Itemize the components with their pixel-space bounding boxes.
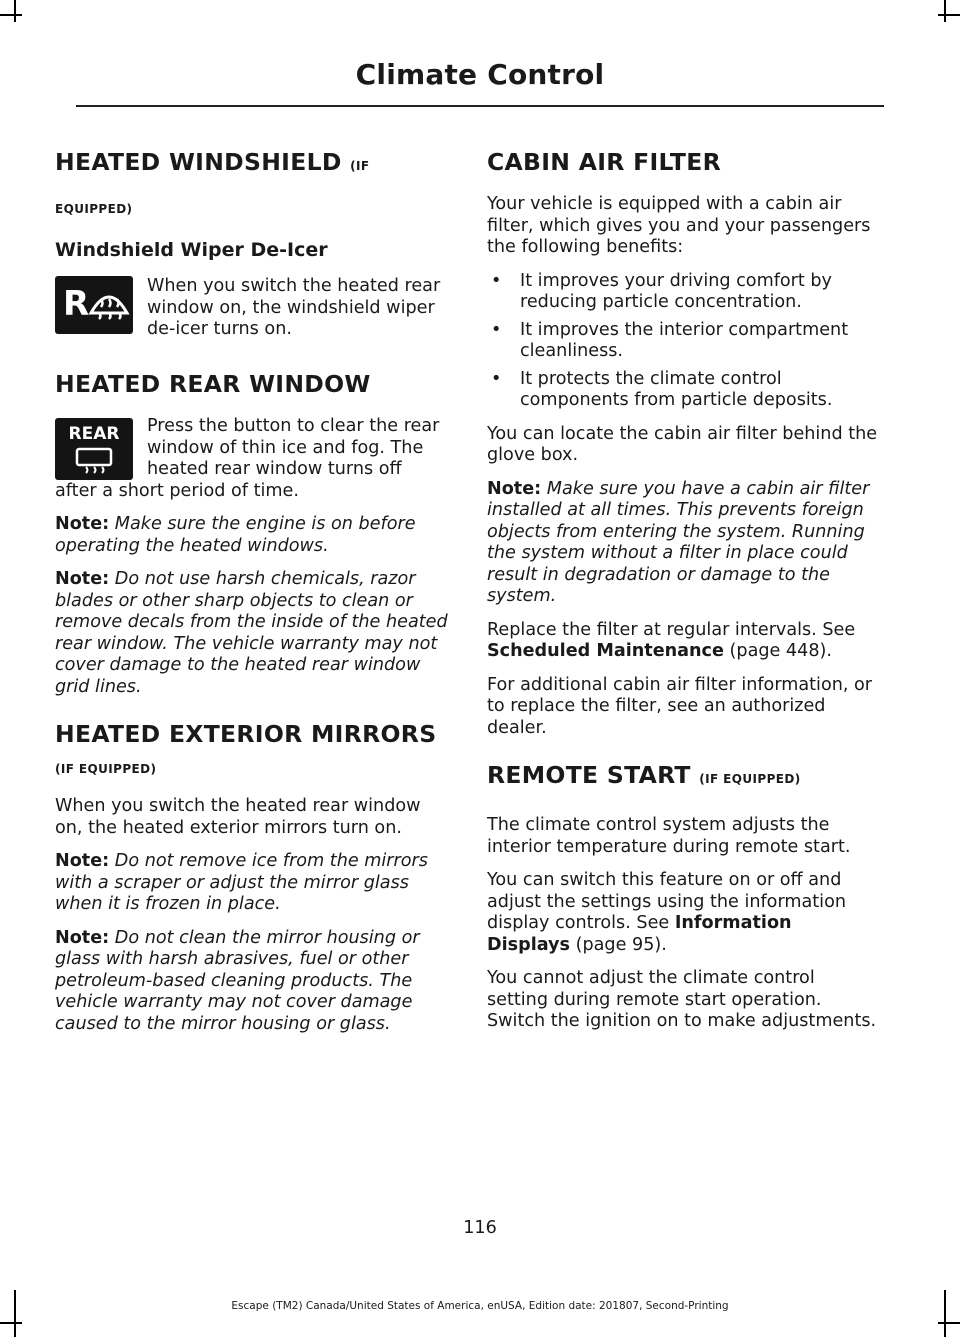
note-label: Note:: [55, 569, 110, 589]
heated-windshield-icon: [55, 276, 133, 334]
heated-mirrors-text: When you switch the heated rear window on, the heated exterior mirrors turn on.: [55, 796, 421, 838]
crop-mark: [0, 1322, 22, 1324]
heading-suffix: (IF: [350, 159, 370, 173]
replace-text: Replace the filter at regular intervals. See: [487, 619, 856, 640]
cabin-filter-benefits: [487, 271, 880, 412]
crop-mark: [14, 1290, 16, 1337]
rear-window-note-1: [55, 514, 448, 557]
crop-mark: [14, 0, 16, 22]
section-heading-heated-mirrors: HEATED EXTERIOR MIRRORS: [55, 720, 437, 748]
heated-mirrors-note-1: [55, 851, 448, 916]
wiper-de-icer-text: When you switch the heated rear window on, the windshield wiper de-icer turns on.: [147, 276, 441, 339]
remote-start-p1: The climate control system adjusts the interior temperature during remote start.: [487, 815, 851, 857]
cabin-filter-replace: [487, 620, 880, 663]
rear-window-note-2: [55, 569, 448, 698]
heated-mirrors-note-2: [55, 928, 448, 1036]
section-heading-heated-windshield: [55, 148, 448, 180]
cabin-filter-locate: You can locate the cabin air filter behind the glove box.: [487, 423, 878, 465]
page-reference: (page 448).: [729, 641, 832, 661]
note-text: Do not remove ice from the mirrors with a scraper or adjust the mirror glass when it is frozen in place.: [55, 851, 428, 914]
right-column: [487, 140, 880, 1045]
cabin-filter-note: [487, 479, 880, 608]
equipped-label: EQUIPPED): [55, 202, 133, 216]
page-title: Climate Control: [355, 58, 605, 91]
equipped-label: (IF EQUIPPED): [55, 762, 157, 776]
icon-label: REAR: [68, 424, 120, 444]
heading-suffix: (IF EQUIPPED): [699, 772, 801, 786]
heading-text: HEATED WINDSHIELD: [55, 148, 342, 176]
footer-edition: Escape (TM2) Canada/United States of America, enUSA, Edition date: 201807, Second-Printing: [231, 1300, 729, 1312]
note-label: Note:: [487, 478, 542, 499]
note-text: Make sure the engine is on before operating the heated windows.: [55, 514, 416, 556]
page-reference: (page 95).: [575, 934, 667, 955]
section-heading-cabin-air-filter: CABIN AIR FILTER: [487, 148, 722, 176]
note-label: Note:: [55, 514, 110, 534]
crop-mark: [938, 14, 960, 16]
section-heading-heated-rear-window: HEATED REAR WINDOW: [55, 370, 371, 398]
list-item: • It improves the interior compartment cleanliness.: [487, 320, 880, 363]
rear-window-text: Press the button to clear the rear window of thin ice and fog. The heated rear window turns off after a short period of time.: [55, 416, 440, 501]
crop-mark: [944, 1290, 946, 1337]
icon-letter: R: [63, 284, 90, 324]
note-text: Do not use harsh chemicals, razor blades or other sharp objects to clean or remove decals from the inside of the heated rear window. The vehicle warranty may not cover damage to the heated rear window grid lines.: [55, 569, 448, 697]
crop-mark: [944, 0, 946, 22]
cabin-filter-intro: Your vehicle is equipped with a cabin air filter, which gives you and your passengers the following benefits:: [487, 194, 871, 257]
wiper-de-icer-block: [55, 276, 448, 354]
crop-mark: [0, 14, 22, 16]
remote-start-p2-text: You can switch this feature on or off and adjust the settings using the information display controls. See: [487, 870, 846, 933]
subheading-wiper-de-icer: Windshield Wiper De-Icer: [55, 239, 328, 261]
note-label: Note:: [55, 851, 110, 871]
page-number: 116: [463, 1218, 497, 1238]
note-text: Make sure you have a cabin air filter installed at all times. This prevents foreign objects from entering the system. Running the system without a filter in place could result in degradation or damage to the system.: [487, 478, 870, 606]
section-heading-remote-start: [487, 761, 880, 793]
scheduled-maintenance-link[interactable]: Scheduled Maintenance: [487, 641, 724, 661]
note-label: Note:: [55, 927, 110, 948]
remote-start-p2: [487, 870, 880, 956]
cabin-filter-additional: For additional cabin air filter information, or to replace the filter, see an authorized dealer.: [487, 674, 873, 738]
remote-start-p3: You cannot adjust the climate control setting during remote start operation. Switch the ignition on to make adjustments.: [487, 968, 877, 1031]
list-item: • It improves your driving comfort by reducing particle concentration.: [487, 271, 880, 314]
information-displays-link[interactable]: Information Displays: [487, 913, 792, 955]
heading-text: REMOTE START: [487, 761, 691, 789]
crop-mark: [938, 1322, 960, 1324]
rear-window-block: [55, 416, 448, 502]
note-text: Do not clean the mirror housing or glass with harsh abrasives, fuel or other petroleum-based cleaning products. The vehicle warranty may not cover damage caused to the mirror housing or glass.: [55, 927, 420, 1034]
left-column: [55, 140, 448, 1047]
list-item: • It protects the climate control components from particle deposits.: [487, 369, 880, 412]
header-divider: [76, 105, 884, 107]
rear-defrost-icon: [55, 418, 133, 480]
